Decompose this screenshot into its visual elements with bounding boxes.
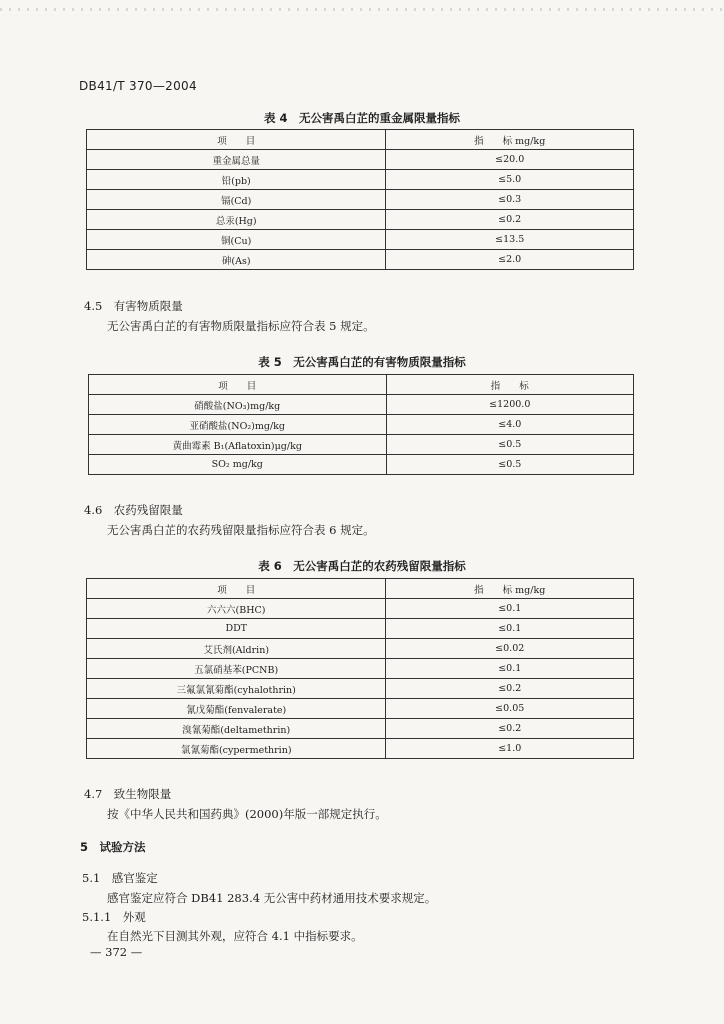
section-4-5-text: 无公害禹白芷的有害物质限量指标应符合表 5 规定。 bbox=[107, 319, 375, 333]
table-cell: 镉(Cd) bbox=[87, 190, 386, 210]
table-cell: 铅(pb) bbox=[87, 170, 386, 190]
table-cell: 铜(Cu) bbox=[87, 230, 386, 250]
table5-header-row bbox=[89, 375, 634, 395]
table-cell: ≤0.2 bbox=[386, 679, 634, 699]
table-cell: 砷(As) bbox=[87, 250, 386, 270]
table-row bbox=[87, 250, 634, 270]
table-cell: ≤0.1 bbox=[386, 659, 634, 679]
section-4-7-title: 4.7 致生物限量 bbox=[84, 787, 172, 801]
table5-header-value: 指 标 bbox=[386, 375, 633, 395]
table-cell: DDT bbox=[87, 619, 386, 639]
table4 bbox=[86, 129, 634, 270]
table5-caption: 表 5 无公害禹白芷的有害物质限量指标 bbox=[258, 355, 466, 369]
table-cell: 艾氏剂(Aldrin) bbox=[87, 639, 386, 659]
table-row bbox=[87, 210, 634, 230]
table6 bbox=[86, 578, 634, 759]
table-cell: 氰戊菊酯(fenvalerate) bbox=[87, 699, 386, 719]
table6-header-item: 项 目 bbox=[87, 579, 386, 599]
table-cell: ≤0.1 bbox=[386, 599, 634, 619]
table-cell: 重金属总量 bbox=[87, 150, 386, 170]
table-row bbox=[87, 699, 634, 719]
section-4-5-title: 4.5 有害物质限量 bbox=[84, 299, 183, 313]
table-cell: ≤0.5 bbox=[386, 455, 633, 475]
document-number: DB41/T 370—2004 bbox=[79, 79, 197, 93]
table-row bbox=[87, 150, 634, 170]
table-row bbox=[89, 395, 634, 415]
table-cell: SO₂ mg/kg bbox=[89, 455, 387, 475]
table-row bbox=[87, 739, 634, 759]
table4-header-row bbox=[87, 130, 634, 150]
table-cell: ≤0.02 bbox=[386, 639, 634, 659]
section-5-1-1-title: 5.1.1 外观 bbox=[82, 910, 146, 924]
table5-header-item: 项 目 bbox=[89, 375, 387, 395]
table-cell: ≤4.0 bbox=[386, 415, 633, 435]
section-5-title: 5 试验方法 bbox=[80, 840, 146, 854]
table6-header-row bbox=[87, 579, 634, 599]
table-cell: ≤0.3 bbox=[386, 190, 634, 210]
table-row bbox=[87, 170, 634, 190]
table-cell: ≤13.5 bbox=[386, 230, 634, 250]
table-cell: 六六六(BHC) bbox=[87, 599, 386, 619]
section-5-1-title: 5.1 感官鉴定 bbox=[82, 871, 158, 885]
table-row bbox=[87, 190, 634, 210]
table-row bbox=[89, 415, 634, 435]
table-row bbox=[87, 230, 634, 250]
table-row bbox=[89, 455, 634, 475]
table-row bbox=[87, 719, 634, 739]
table4-header-item: 项 目 bbox=[87, 130, 386, 150]
page-number: — 372 — bbox=[90, 945, 143, 959]
table4-caption: 表 4 无公害禹白芷的重金属限量指标 bbox=[263, 111, 460, 125]
section-5-1-text: 感官鉴定应符合 DB41 283.4 无公害中药材通用技术要求规定。 bbox=[107, 891, 437, 905]
table-cell: ≤0.2 bbox=[386, 719, 634, 739]
section-4-7-text: 按《中华人民共和国药典》(2000)年版一部规定执行。 bbox=[107, 807, 387, 821]
table-cell: ≤0.05 bbox=[386, 699, 634, 719]
table-cell: 硝酸盐(NO₃)mg/kg bbox=[89, 395, 387, 415]
table-cell: ≤1.0 bbox=[386, 739, 634, 759]
table-cell: 溴氰菊酯(deltamethrin) bbox=[87, 719, 386, 739]
table-row bbox=[87, 639, 634, 659]
table-cell: ≤2.0 bbox=[386, 250, 634, 270]
table-row bbox=[89, 435, 634, 455]
table-cell: 五氯硝基苯(PCNB) bbox=[87, 659, 386, 679]
table-cell: 氯氰菊酯(cypermethrin) bbox=[87, 739, 386, 759]
table-row bbox=[87, 659, 634, 679]
table-cell: 黄曲霉素 B₁(Aflatoxin)μg/kg bbox=[89, 435, 387, 455]
table-cell: 三氟氯氰菊酯(cyhalothrin) bbox=[87, 679, 386, 699]
table-cell: ≤1200.0 bbox=[386, 395, 633, 415]
table-row bbox=[87, 619, 634, 639]
section-4-6-text: 无公害禹白芷的农药残留限量指标应符合表 6 规定。 bbox=[107, 523, 375, 537]
table6-header-value: 指 标 mg/kg bbox=[386, 579, 634, 599]
table-cell: ≤20.0 bbox=[386, 150, 634, 170]
table-cell: ≤0.2 bbox=[386, 210, 634, 230]
scan-artifact-top bbox=[0, 8, 724, 11]
table-row bbox=[87, 679, 634, 699]
table-cell: 总汞(Hg) bbox=[87, 210, 386, 230]
table-cell: ≤0.5 bbox=[386, 435, 633, 455]
table6-caption: 表 6 无公害禹白芷的农药残留限量指标 bbox=[258, 559, 466, 573]
table4-header-value: 指 标 mg/kg bbox=[386, 130, 634, 150]
table-cell: ≤0.1 bbox=[386, 619, 634, 639]
table-cell: 亚硝酸盐(NO₂)mg/kg bbox=[89, 415, 387, 435]
table5 bbox=[88, 374, 634, 475]
section-4-6-title: 4.6 农药残留限量 bbox=[84, 503, 183, 517]
section-5-1-1-text: 在自然光下目测其外观，应符合 4.1 中指标要求。 bbox=[107, 929, 363, 943]
table-row bbox=[87, 599, 634, 619]
table-cell: ≤5.0 bbox=[386, 170, 634, 190]
